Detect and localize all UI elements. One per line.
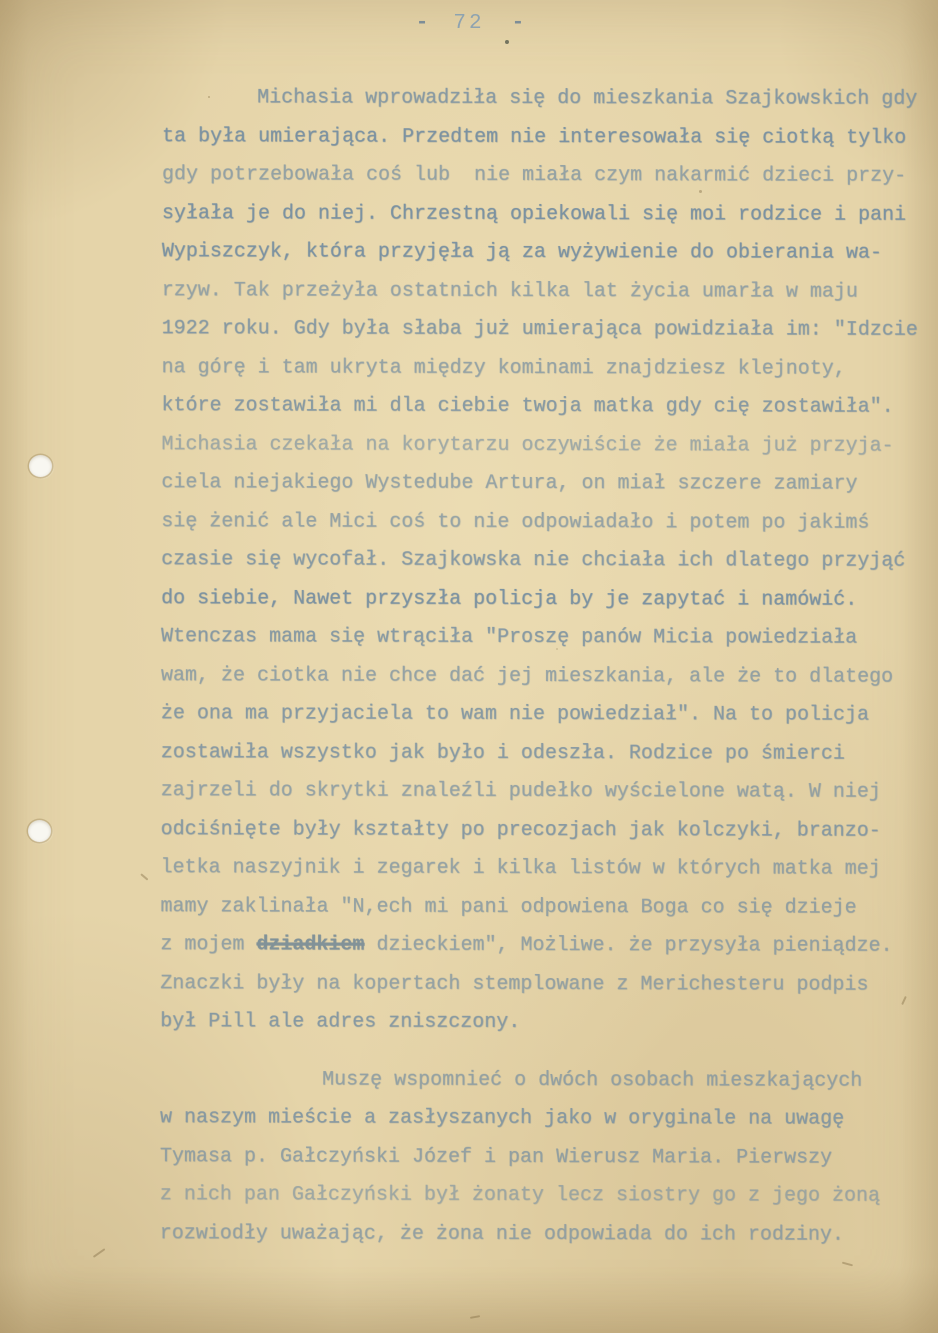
text-line: rozwiodły uważając, że żona nie odpowiada do ich rodziny. [159,1221,844,1247]
punch-hole-top [29,455,52,477]
text-line: zostawiła wszystko jak było i odeszła. Rodzice po śmierci [160,740,845,766]
paper-speck [208,96,210,98]
text-line: mamy zaklinała "N,ech mi pani odpowiena Boga co się dzieje [160,894,857,920]
text-line: ciela niejakiego Wystedube Artura, on miał szczere zamiary [161,471,858,496]
struck-out-word: dziadkiem [256,933,365,957]
paper-fiber [842,1262,853,1266]
paper-speck [556,648,558,650]
text-line: z nich pan Gałczyński był żonaty lecz siostry go z jego żoną [159,1183,881,1208]
text-line: Tymasa p. Gałczyński Józef i pan Wierusz Maria. Pierwszy [159,1144,833,1170]
text-line: się żenić ale Mici coś to nie odpowiadało i potem po jakimś [161,509,870,535]
text-line: zajrzeli do skrytki znaleźli pudełko wyścielone watą. W niej [160,779,881,804]
text-line: odciśnięte były kształty po precozjach jak kolczyki, branzo- [160,817,881,843]
stray-ink-dot [505,40,509,44]
text-line: ta była umierająca. Przedtem nie interesowała się ciotką tylko [162,124,907,150]
paper-speck [699,190,702,193]
text-line: do siebie, Nawet przyszła policja by je zapytać i namówić. [161,586,858,612]
text-line: na górę i tam ukryta między kominami znajdziesz klejnoty, [161,355,846,381]
page-number-row [0,12,938,35]
page-number: 72 [453,12,485,35]
paragraph-2 [160,1061,937,1255]
text-line: Wypiszczyk, która przyjęła ją za wyżywienie do obierania wa- [161,240,883,265]
text-line: letka naszyjnik i zegarek i kilka listów w których matka mej [160,856,881,881]
typewritten-text [160,79,938,1255]
punch-hole-bottom [28,820,51,842]
text-line: gdy potrzebowała coś lub nie miała czym nakarmić dzieci przy- [162,163,907,188]
text-line-with-strikeout [160,926,937,966]
text-line: Muszę wspomnieć o dwóch osobach mieszkających [322,1068,863,1093]
text-line: czasie się wycofał. Szajkowska nie chciała ich dlatego przyjąć [161,548,906,573]
text-line: Wtenczas mama się wtrąciła "Proszę panów Micia powiedziała [161,625,858,650]
text-line: które zostawiła mi dla ciebie twoja matka gdy cię zostawiła". [161,394,894,419]
text-line: syłała je do niej. Chrzestną opiekowali się moi rodzice i pani [161,201,907,227]
text-segment: z mojem [160,933,257,957]
text-line: Michasia czekała na korytarzu oczywiście że miała już przyja- [161,432,894,458]
text-line: w naszym mieście a zasłyszanych jako w oryginale na uwagę [160,1106,845,1131]
text-segment: dzieckiem", Możliwe. że przysyła pieniądze. [364,933,893,958]
page-number-left-dash: - [415,12,427,35]
paper-fiber [470,1315,480,1318]
text-line: rzyw. Tak przeżyła ostatnich kilka lat życia umarła w maju [161,278,858,304]
text-line: 1922 roku. Gdy była słaba już umierająca powidziała im: "Idzcie [161,317,918,342]
text-line: był Pill ale adres zniszczony. [160,1010,521,1034]
text-line: Znaczki były na kopertach stemplowane z Merichesteru podpis [160,971,869,997]
paper-fiber [141,873,149,880]
text-line: że ona ma przyjaciela to wam nie powiedział". Na to policja [160,702,870,727]
text-line: wam, że ciotka nie chce dać jej mieszkania, ale że to dlatego [160,663,894,689]
page-number-right-dash: - [511,12,523,35]
paper-fiber [93,1248,105,1257]
text-line: Michasia wprowadziła się do mieszkania Szajkowskich gdy [257,86,918,111]
paragraph-1 [160,79,938,1043]
